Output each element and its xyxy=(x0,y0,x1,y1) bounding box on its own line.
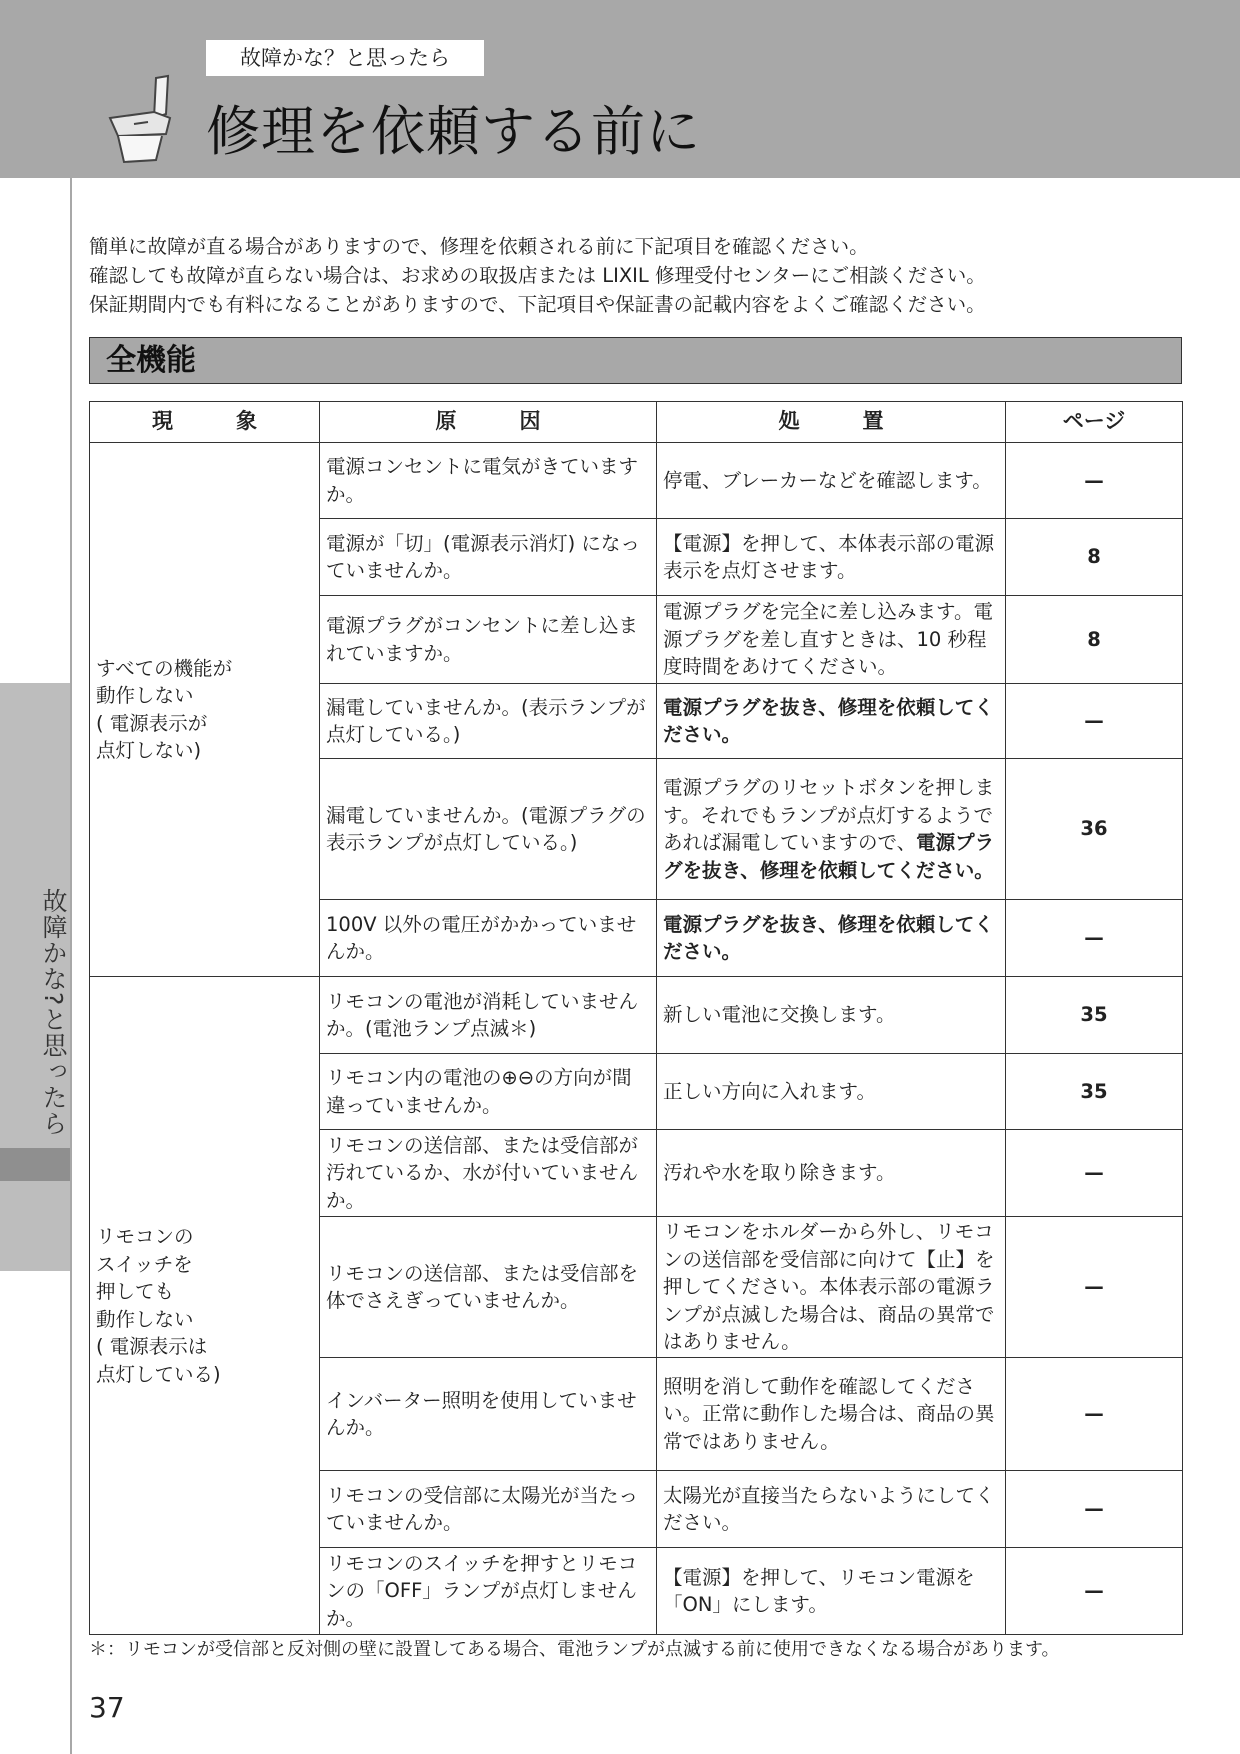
symptom-cell xyxy=(90,977,320,1635)
header-symptom: 現 象 xyxy=(90,402,320,443)
table-header-row xyxy=(90,402,1183,443)
page-cell: 35 xyxy=(1006,1054,1183,1130)
cause-cell: 漏電していませんか。(電源プラグの表示ランプが点灯している。) xyxy=(320,759,657,900)
intro-line: 簡単に故障が直る場合がありますので、修理を依頼される前に下記項目を確認ください。 xyxy=(89,235,869,258)
cause-cell: リモコンのスイッチを押すとリモコンの「OFF」ランプが点灯しませんか。 xyxy=(320,1548,657,1635)
cause-cell: リモコンの送信部、または受信部を体でさえぎっていませんか。 xyxy=(320,1217,657,1358)
section-tag: 故障かな？と思ったら xyxy=(206,40,484,76)
page-cell: 8 xyxy=(1006,519,1183,596)
cause-cell: 漏電していませんか。(表示ランプが点灯している。) xyxy=(320,684,657,759)
remedy-cell: 停電、ブレーカーなどを確認します。 xyxy=(657,443,1006,519)
table-row xyxy=(90,443,1183,519)
page-cell: — xyxy=(1006,1471,1183,1548)
symptom-line: リモコンの xyxy=(96,1225,194,1248)
intro-line: 保証期間内でも有料になることがありますので、下記項目や保証書の記載内容をよくご確認ください。 xyxy=(89,293,986,316)
cause-cell: インバーター照明を使用していませんか。 xyxy=(320,1358,657,1471)
intro-paragraph xyxy=(89,232,1189,319)
cause-cell: 電源プラグがコンセントに差し込まれていますか。 xyxy=(320,596,657,684)
remedy-cell: 【電源】を押して、本体表示部の電源表示を点灯させます。 xyxy=(657,519,1006,596)
remedy-cell xyxy=(657,759,1006,900)
symptom-line: 点灯しない) xyxy=(96,739,202,762)
remedy-emphasis: 電源プラグを抜き、修理を依頼してください。 xyxy=(663,831,995,882)
cause-cell: 電源が「切」(電源表示消灯) になっていませんか。 xyxy=(320,519,657,596)
page-number: 37 xyxy=(89,1691,125,1724)
cause-cell: リモコンの送信部、または受信部が汚れているか、水が付いていませんか。 xyxy=(320,1130,657,1217)
page-cell: — xyxy=(1006,443,1183,519)
symptom-line: 点灯している) xyxy=(96,1362,221,1386)
section-heading: 全機能 xyxy=(106,343,196,378)
intro-line: 確認しても故障が直らない場合は、お求めの取扱店または LIXIL 修理受付センターにご相談ください。 xyxy=(89,264,986,287)
remedy-cell: 電源プラグを抜き、修理を依頼してください。 xyxy=(657,684,1006,759)
cause-cell: リモコンの電池が消耗していませんか。(電池ランプ点滅＊) xyxy=(320,977,657,1054)
symptom-line: ( 電源表示が xyxy=(96,711,208,735)
troubleshooting-table xyxy=(89,401,1183,1635)
remedy-cell: 電源プラグを抜き、修理を依頼してください。 xyxy=(657,900,1006,977)
cause-cell: リモコンの受信部に太陽光が当たっていませんか。 xyxy=(320,1471,657,1548)
symptom-cell xyxy=(90,443,320,977)
page-cell: 36 xyxy=(1006,759,1183,900)
side-index-tab-label: 故障かな?と思ったら xyxy=(39,888,68,1137)
side-index-tab-marker xyxy=(0,1148,70,1181)
cause-cell: 100V 以外の電圧がかかっていませんか。 xyxy=(320,900,657,977)
table-row xyxy=(90,977,1183,1054)
page-cell: 35 xyxy=(1006,977,1183,1054)
remedy-cell: 太陽光が直接当たらないようにしてください。 xyxy=(657,1471,1006,1548)
remedy-text: 電源プラグのリセットボタンを押します。それでもランプが点灯するようであれば漏電していますので、 xyxy=(663,776,995,854)
page-cell: — xyxy=(1006,1548,1183,1635)
cause-cell: 電源コンセントに電気がきていますか。 xyxy=(320,443,657,519)
remedy-cell: 電源プラグを完全に差し込みます。電源プラグを差し直すときは、10 秒程度時間をあけてください。 xyxy=(657,596,1006,684)
section-heading-bar xyxy=(89,337,1182,384)
remedy-cell: 【電源】を押して、リモコン電源を「ON」にします。 xyxy=(657,1548,1006,1635)
symptom-line: 押しても xyxy=(96,1280,175,1303)
footnote: ＊：リモコンが受信部と反対側の壁に設置してある場合、電池ランプが点滅する前に使用できなくなる場合があります。 xyxy=(89,1639,1060,1660)
symptom-line: 動作しない xyxy=(96,684,194,707)
header-remedy: 処 置 xyxy=(657,402,1006,443)
left-margin-rule xyxy=(70,178,72,1754)
remedy-cell: 新しい電池に交換します。 xyxy=(657,977,1006,1054)
header-cause: 原 因 xyxy=(320,402,657,443)
cause-cell: リモコン内の電池の⊕⊖の方向が間違っていませんか。 xyxy=(320,1054,657,1130)
remedy-cell: 正しい方向に入れます。 xyxy=(657,1054,1006,1130)
page-cell: — xyxy=(1006,1217,1183,1358)
header-page: ページ xyxy=(1006,402,1183,443)
page-cell: — xyxy=(1006,1358,1183,1471)
symptom-line: ( 電源表示は xyxy=(96,1335,208,1358)
symptom-line: スイッチを xyxy=(96,1252,193,1276)
remedy-cell: リモコンをホルダーから外し、リモコンの送信部を受信部に向けて【止】を押してください。本体表示部の電源ランプが点滅した場合は、商品の異常ではありません。 xyxy=(657,1217,1006,1358)
page-title: 修理を依頼する前に xyxy=(206,100,701,163)
page-cell: — xyxy=(1006,900,1183,977)
toilet-icon xyxy=(104,74,180,166)
remedy-cell: 汚れや水を取り除きます。 xyxy=(657,1130,1006,1217)
page-cell: 8 xyxy=(1006,596,1183,684)
symptom-line: 動作しない xyxy=(96,1307,194,1331)
page-cell: — xyxy=(1006,1130,1183,1217)
page-cell: — xyxy=(1006,684,1183,759)
remedy-cell: 照明を消して動作を確認してください。正常に動作した場合は、商品の異常ではありません。 xyxy=(657,1358,1006,1471)
symptom-line: すべての機能が xyxy=(96,656,233,680)
